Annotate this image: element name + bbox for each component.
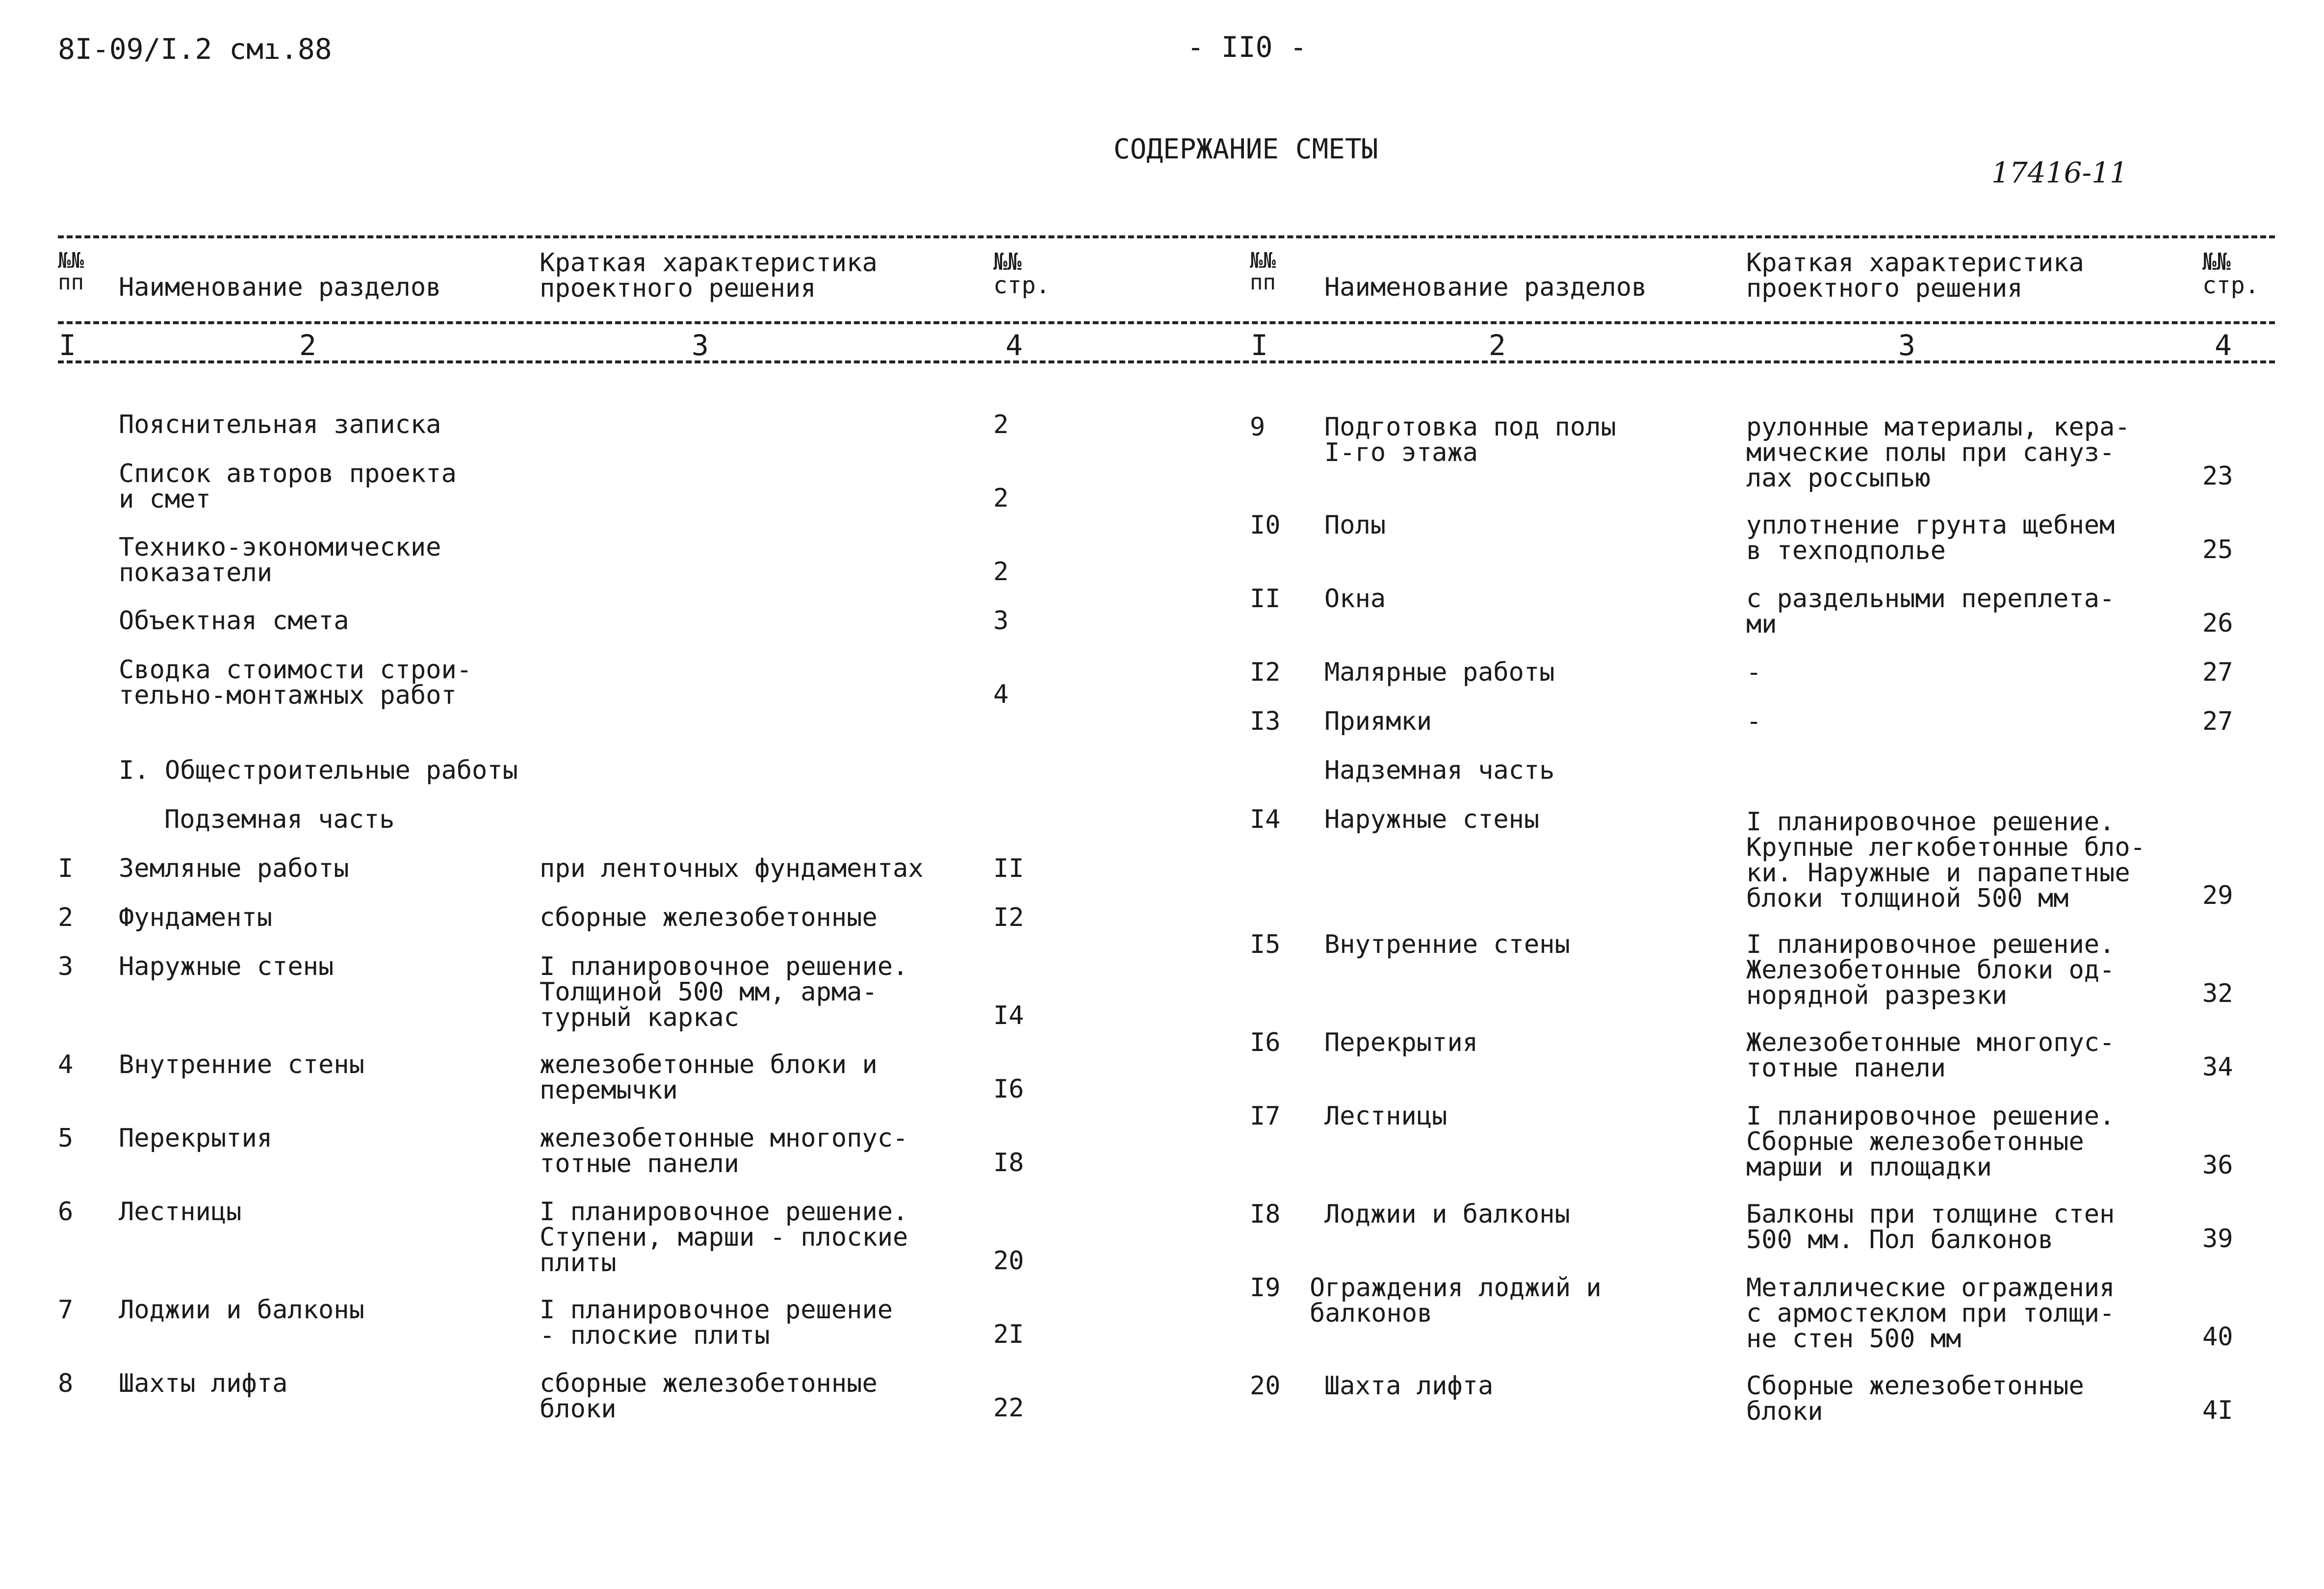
row-name: Технико-экономические показатели — [119, 533, 441, 588]
row-name: Шахты лифта — [119, 1369, 288, 1398]
row-name: Надземная часть — [1324, 756, 1555, 785]
page-title: СОДЕРЖАНИЕ СМЕТЫ — [1113, 133, 1378, 165]
row-num: I0 — [1250, 511, 1281, 540]
col-number: 3 — [692, 329, 709, 362]
row-desc: сборные железобетонные — [540, 903, 878, 932]
row-desc: I планировочное решение. Железобетонные блоки од- норядной разрезки — [1746, 930, 2115, 1010]
row-desc: I планировочное решение. Толщиной 500 мм, арма- турный каркас — [540, 952, 908, 1032]
row-num: 9 — [1250, 412, 1265, 442]
header-desc-right: Краткая характеристика проектного решения — [1746, 248, 2084, 303]
row-desc: - — [1746, 658, 1762, 687]
row-page: 23 — [2202, 461, 2233, 491]
document-code: 8I-09/I.2 смı.88 — [58, 32, 332, 66]
row-num: I7 — [1250, 1102, 1281, 1131]
col-number: I — [1251, 329, 1268, 362]
row-num: II — [1250, 584, 1281, 614]
header-desc-left: Краткая характеристика проектного решения — [540, 248, 878, 303]
row-page: 32 — [2202, 979, 2233, 1008]
row-name: Список авторов проекта и смет — [119, 459, 457, 514]
col-number: 2 — [299, 329, 316, 362]
row-name: Лоджии и балконы — [119, 1295, 364, 1325]
row-name: Лоджии и балконы — [1324, 1200, 1570, 1229]
header-page-right: №№ стр. — [2202, 248, 2259, 299]
row-name: Шахта лифта — [1324, 1371, 1494, 1401]
row-desc: Железобетонные многопус- тотные панели — [1746, 1028, 2115, 1083]
row-name: Подземная часть — [164, 805, 395, 834]
row-num: 5 — [58, 1124, 74, 1153]
row-desc: I планировочное решение - плоские плиты — [540, 1295, 893, 1350]
row-name: Наружные стены — [1324, 805, 1540, 834]
row-num: I6 — [1250, 1028, 1281, 1057]
row-name: Пояснительная записка — [119, 410, 441, 439]
row-desc: с раздельными переплета- ми — [1746, 584, 2115, 639]
handwritten-number: 17416-11 — [1991, 156, 2128, 189]
row-page: 29 — [2202, 881, 2233, 910]
header-name-left: Наименование разделов — [119, 273, 441, 302]
row-num: I4 — [1250, 805, 1281, 834]
row-desc: рулонные материалы, кера- мические полы при сануз- лах россыпью — [1746, 412, 2130, 493]
row-desc: железобетонные блоки и перемычки — [540, 1050, 878, 1105]
header-page-left: №№ стр. — [993, 248, 1050, 299]
row-page: 20 — [993, 1246, 1024, 1276]
row-page: 34 — [2202, 1052, 2233, 1082]
row-num: I8 — [1250, 1200, 1281, 1229]
row-name: Сводка стоимости строи- тельно-монтажных работ — [119, 655, 472, 710]
row-desc: Металлические ограждения с армостеклом при толщи- не стен 500 мм — [1746, 1273, 2115, 1354]
row-name: Лестницы — [119, 1197, 242, 1227]
header-name-right: Наименование разделов — [1324, 273, 1647, 302]
row-name: Внутренние стены — [1324, 930, 1570, 959]
row-num: 7 — [58, 1295, 74, 1325]
row-name: Объектная смета — [119, 606, 349, 636]
row-page: 2 — [993, 410, 1009, 439]
row-name: Внутренние стены — [119, 1050, 364, 1079]
col-number: 3 — [1898, 329, 1915, 362]
row-num: 20 — [1250, 1371, 1281, 1401]
row-name: Приямки — [1324, 707, 1432, 736]
row-page: 36 — [2202, 1151, 2233, 1180]
header-rule — [58, 321, 2275, 324]
row-num: I2 — [1250, 658, 1281, 687]
header-num-left: №№ пп — [58, 248, 84, 295]
row-num: I9 — [1250, 1273, 1281, 1303]
row-num: I3 — [1250, 707, 1281, 736]
row-num: 2 — [58, 903, 74, 932]
col-number: 4 — [2215, 329, 2232, 362]
row-page: 25 — [2202, 535, 2233, 564]
row-page: 39 — [2202, 1224, 2233, 1254]
row-name: Подготовка под полы I-го этажа — [1324, 412, 1616, 467]
row-name: Лестницы — [1324, 1102, 1447, 1131]
table-top-rule — [58, 235, 2275, 238]
row-page: I4 — [993, 1001, 1024, 1030]
row-desc: сборные железобетонные блоки — [540, 1369, 878, 1424]
row-desc: I планировочное решение. Ступени, марши - плоские плиты — [540, 1197, 908, 1278]
col-number: I — [59, 329, 76, 362]
row-page: 26 — [2202, 609, 2233, 638]
row-num: 8 — [58, 1369, 74, 1398]
row-num: 4 — [58, 1050, 74, 1079]
row-num: 6 — [58, 1197, 74, 1227]
row-name: Перекрытия — [1324, 1028, 1478, 1057]
col-number: 2 — [1489, 329, 1506, 362]
row-name: Земляные работы — [119, 854, 349, 883]
row-desc: I планировочное решение. Крупные легкобетонные бло- ки. Наружные и парапетные блоки толщиной 500 мм — [1746, 807, 2145, 913]
row-name: Окна — [1324, 584, 1386, 614]
row-page: 3 — [993, 606, 1009, 636]
row-name: Ограждения лоджий и балконов — [1310, 1273, 1601, 1328]
row-name: Малярные работы — [1324, 658, 1555, 687]
column-numbers-rule — [58, 360, 2275, 363]
row-page: 22 — [993, 1393, 1024, 1423]
row-name: Полы — [1324, 511, 1386, 540]
row-page: 2 — [993, 557, 1009, 587]
row-page: II — [993, 854, 1024, 883]
row-num: 3 — [58, 952, 74, 981]
row-page: 4 — [993, 680, 1009, 709]
row-num: I — [58, 854, 74, 883]
row-num: I5 — [1250, 930, 1281, 959]
row-page: I6 — [993, 1075, 1024, 1104]
row-name: Фундаменты — [119, 903, 273, 932]
col-number: 4 — [1006, 329, 1023, 362]
row-page: I8 — [993, 1148, 1024, 1178]
row-name: Перекрытия — [119, 1124, 273, 1153]
row-name: Наружные стены — [119, 952, 334, 981]
row-page: 2I — [993, 1320, 1024, 1349]
row-name: I. Общестроительные работы — [119, 756, 518, 785]
page-number: - II0 - — [1187, 30, 1307, 64]
row-page: I2 — [993, 903, 1024, 932]
row-page: 2 — [993, 484, 1009, 513]
row-desc: железобетонные многопус- тотные панели — [540, 1124, 908, 1179]
row-desc: Сборные железобетонные блоки — [1746, 1371, 2084, 1426]
row-desc: - — [1746, 707, 1762, 736]
row-desc: Балконы при толщине стен 500 мм. Пол балконов — [1746, 1200, 2115, 1255]
row-page: 27 — [2202, 658, 2233, 687]
row-desc: при ленточных фундаментах — [540, 854, 924, 883]
row-page: 4I — [2202, 1396, 2233, 1425]
row-desc: I планировочное решение. Сборные железобетонные марши и площадки — [1746, 1102, 2115, 1182]
row-page: 27 — [2202, 707, 2233, 736]
row-page: 40 — [2202, 1322, 2233, 1352]
header-num-right: №№ пп — [1250, 248, 1276, 295]
row-desc: уплотнение грунта щебнем в техподполье — [1746, 511, 2115, 565]
